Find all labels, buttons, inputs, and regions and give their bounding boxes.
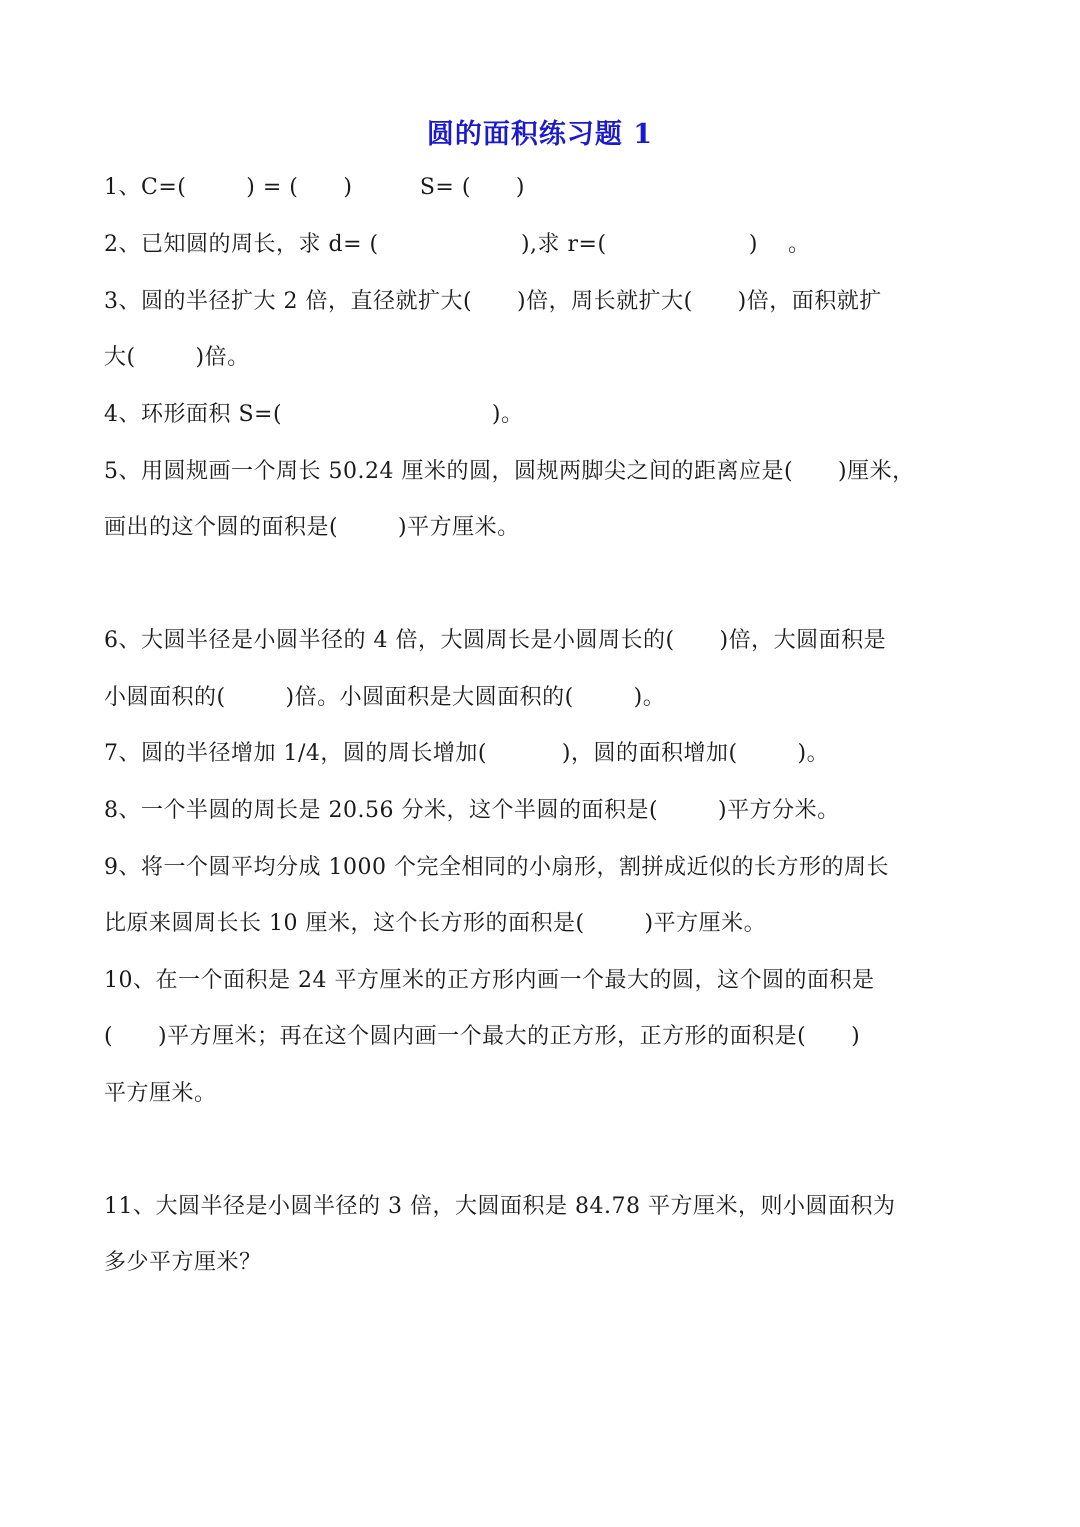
question-3-line-1: 3、圆的半径扩大 2 倍，直径就扩大( )倍，周长就扩大( )倍，面积就扩 xyxy=(104,289,882,314)
question-8-line-1: 8、一个半圆的周长是 20.56 分米，这个半圆的面积是( )平方分米。 xyxy=(104,798,840,823)
question-5-line-1: 5、用圆规画一个周长 50.24 厘米的圆，圆规两脚尖之间的距离应是( )厘米， xyxy=(104,459,915,484)
question-11-line-1: 11、大圆半径是小圆半径的 3 倍，大圆面积是 84.78 平方厘米，则小圆面积为 xyxy=(104,1194,896,1219)
question-1-line-1: 1、C=( ) = ( ) S= ( ) xyxy=(104,175,525,200)
question-9-line-1: 9、将一个圆平均分成 1000 个完全相同的小扇形，割拼成近似的长方形的周长 xyxy=(104,855,889,880)
question-9-line-2: 比原来圆周长长 10 厘米，这个长方形的面积是( )平方厘米。 xyxy=(104,911,767,936)
question-4-line-1: 4、环形面积 S=( )。 xyxy=(104,402,524,427)
question-3-line-2: 大( )倍。 xyxy=(104,345,250,370)
question-10-line-1: 10、在一个面积是 24 平方厘米的正方形内画一个最大的圆，这个圆的面积是 xyxy=(104,968,875,993)
question-6-line-2: 小圆面积的( )倍。小圆面积是大圆面积的( )。 xyxy=(104,685,666,710)
question-2-line-1: 2、已知圆的周长，求 d= ( ),求 r=( ) 。 xyxy=(104,232,811,257)
question-11-line-2: 多少平方厘米？ xyxy=(104,1250,262,1275)
question-7-line-1: 7、圆的半径增加 1/4，圆的周长增加( )，圆的面积增加( )。 xyxy=(104,741,830,766)
question-6-line-1: 6、大圆半径是小圆半径的 4 倍，大圆周长是小圆周长的( )倍，大圆面积是 xyxy=(104,628,887,653)
question-5-line-2: 画出的这个圆的面积是( )平方厘米。 xyxy=(104,515,520,540)
question-10-line-2: ( )平方厘米；再在这个圆内画一个最大的正方形，正方形的面积是( ) xyxy=(104,1024,861,1049)
worksheet-title: 圆的面积练习题 1 xyxy=(426,119,654,150)
question-10-line-3: 平方厘米。 xyxy=(104,1081,217,1106)
